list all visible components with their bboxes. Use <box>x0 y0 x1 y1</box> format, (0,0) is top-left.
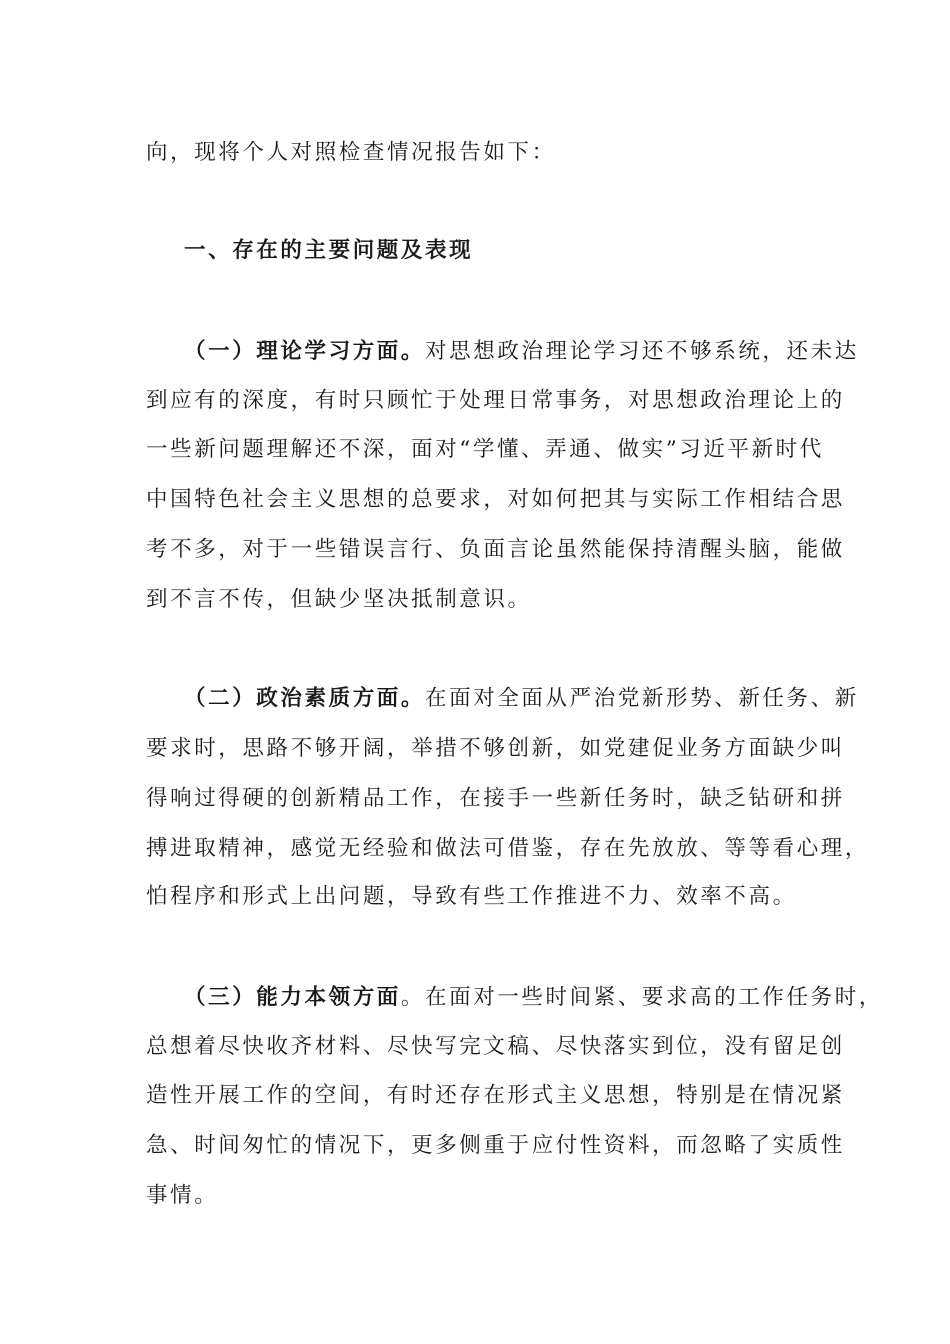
paragraph-1-line: 一些新问题理解还不深，面对“学懂、弄通、做实”习近平新时代 <box>146 437 824 462</box>
paragraph-2-line: 在面对全面从严治党新形势、新任务、新 <box>425 686 859 711</box>
paragraph-2-line: 搏进取精神，感觉无经验和做法可借鉴，存在先放放、等等看心理， <box>146 836 870 861</box>
paragraph-1-line: 对思想政治理论学习还不够系统，还未达 <box>425 339 859 364</box>
paragraph-1-line: 中国特色社会主义思想的总要求，对如何把其与实际工作相结合思 <box>146 487 845 512</box>
paragraph-2-first-line <box>184 684 859 714</box>
paragraph-3-heading-tail: 。 <box>400 985 426 1010</box>
paragraph-1-line: 考不多，对于一些错误言行、负面言论虽然能保持清醒头脑，能做 <box>146 537 845 562</box>
section-heading: 一、存在的主要问题及表现 <box>184 238 474 263</box>
paragraph-3-line: 总想着尽快收齐材料、尽快写完文稿、尽快落实到位，没有留足创 <box>146 1034 845 1059</box>
paragraph-3-first-line <box>184 983 883 1013</box>
intro-line: 向，现将个人对照检查情况报告如下： <box>146 140 556 165</box>
paragraph-1-first-line <box>184 337 859 367</box>
paragraph-3-line: 在面对一些时间紧、要求高的工作任务时， <box>425 985 883 1010</box>
paragraph-2-line: 怕程序和形式上出问题，导致有些工作推进不力、效率不高。 <box>146 884 797 909</box>
paragraph-1-heading: （一）理论学习方面。 <box>184 339 426 364</box>
paragraph-1-line: 到不言不传，但缺少坚决抵制意识。 <box>146 587 532 612</box>
paragraph-3-line: 事情。 <box>146 1183 219 1208</box>
paragraph-3-line: 造性开展工作的空间，有时还存在形式主义思想，特别是在情况紧 <box>146 1083 845 1108</box>
paragraph-2-line: 得响过得硬的创新精品工作，在接手一些新任务时，缺乏钻研和拼 <box>146 786 845 811</box>
paragraph-2-line: 要求时，思路不够开阔，举措不够创新，如党建促业务方面缺少叫 <box>146 736 845 761</box>
paragraph-3-heading: （三）能力本领方面 <box>184 985 401 1010</box>
paragraph-2-heading: （二）政治素质方面。 <box>184 686 426 711</box>
paragraph-3-line: 急、时间匆忙的情况下，更多侧重于应付性资料，而忽略了实质性 <box>146 1133 845 1158</box>
paragraph-1-line: 到应有的深度，有时只顾忙于处理日常事务，对思想政治理论上的 <box>146 388 845 413</box>
